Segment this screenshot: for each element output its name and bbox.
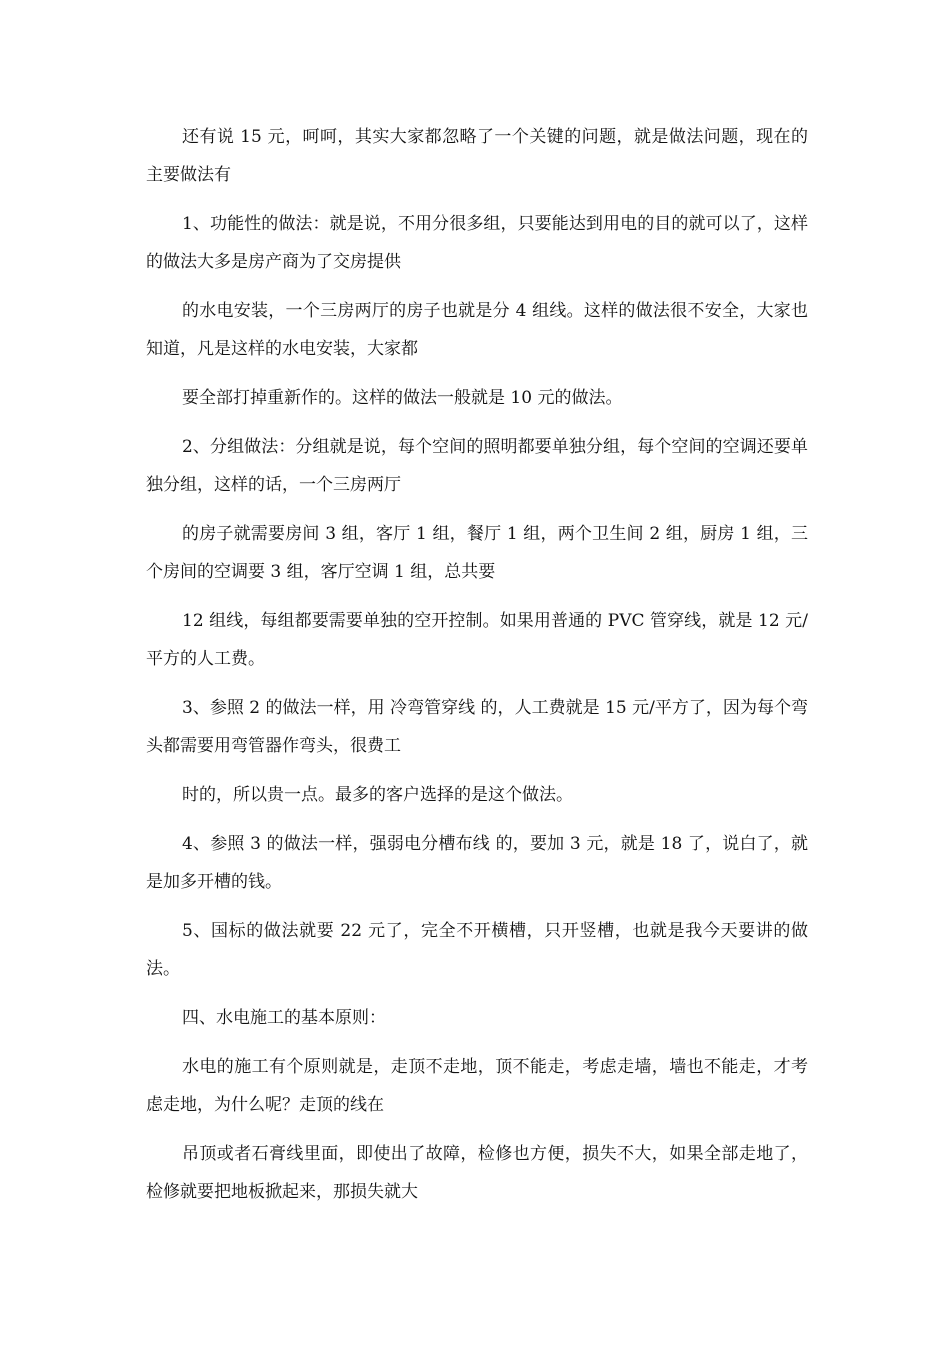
paragraph-method-1-end: 要全部打掉重新作的。这样的做法一般就是 10 元的做法。 <box>182 388 623 408</box>
paragraph-method-2-end: 12 组线，每组都要需要单独的空开控制。如果用普通的 PVC 管穿线，就是 12 元/平方的人工费。 <box>146 611 808 669</box>
paragraph-method-2-cont: 的房子就需要房间 3 组，客厅 1 组，餐厅 1 组，两个卫生间 2 组，厨房 1 组，三个房间的空调要 3 组，客厅空调 1 组，总共要 <box>146 524 808 582</box>
paragraph-method-1-cont: 的水电安装，一个三房两厅的房子也就是分 4 组线。这样的做法很不安全，大家也知道，凡是这样的水电安装，大家都 <box>146 301 808 359</box>
section-heading-principles: 四、水电施工的基本原则： <box>182 1008 386 1028</box>
paragraph-principles-cont: 吊顶或者石膏线里面，即使出了故障，检修也方便，损失不大，如果全部走地了，检修就要把地板掀起来，那损失就大 <box>146 1144 808 1202</box>
paragraph-method-3-end: 时的，所以贵一点。最多的客户选择的是这个做法。 <box>182 785 573 805</box>
paragraph-method-2: 2、分组做法：分组就是说，每个空间的照明都要单独分组，每个空间的空调还要单独分组，这样的话，一个三房两厅 <box>146 437 808 495</box>
document-body <box>146 118 808 1222</box>
paragraph-method-3: 3、参照 2 的做法一样，用 冷弯管穿线 的，人工费就是 15 元/平方了，因为每个弯头都需要用弯管器作弯头，很费工 <box>146 698 808 756</box>
paragraph-intro: 还有说 15 元，呵呵，其实大家都忽略了一个关键的问题，就是做法问题，现在的主要做法有 <box>146 127 808 185</box>
paragraph-method-5: 5、国标的做法就要 22 元了，完全不开横槽，只开竖槽，也就是我今天要讲的做法。 <box>146 921 808 979</box>
paragraph-method-4: 4、参照 3 的做法一样，强弱电分槽布线 的，要加 3 元，就是 18 了，说白了，就是加多开槽的钱。 <box>146 834 808 892</box>
paragraph-method-1: 1、功能性的做法：就是说，不用分很多组，只要能达到用电的目的就可以了，这样的做法大多是房产商为了交房提供 <box>146 214 808 272</box>
paragraph-principles: 水电的施工有个原则就是，走顶不走地，顶不能走，考虑走墙，墙也不能走，才考虑走地，为什么呢？走顶的线在 <box>146 1057 808 1115</box>
